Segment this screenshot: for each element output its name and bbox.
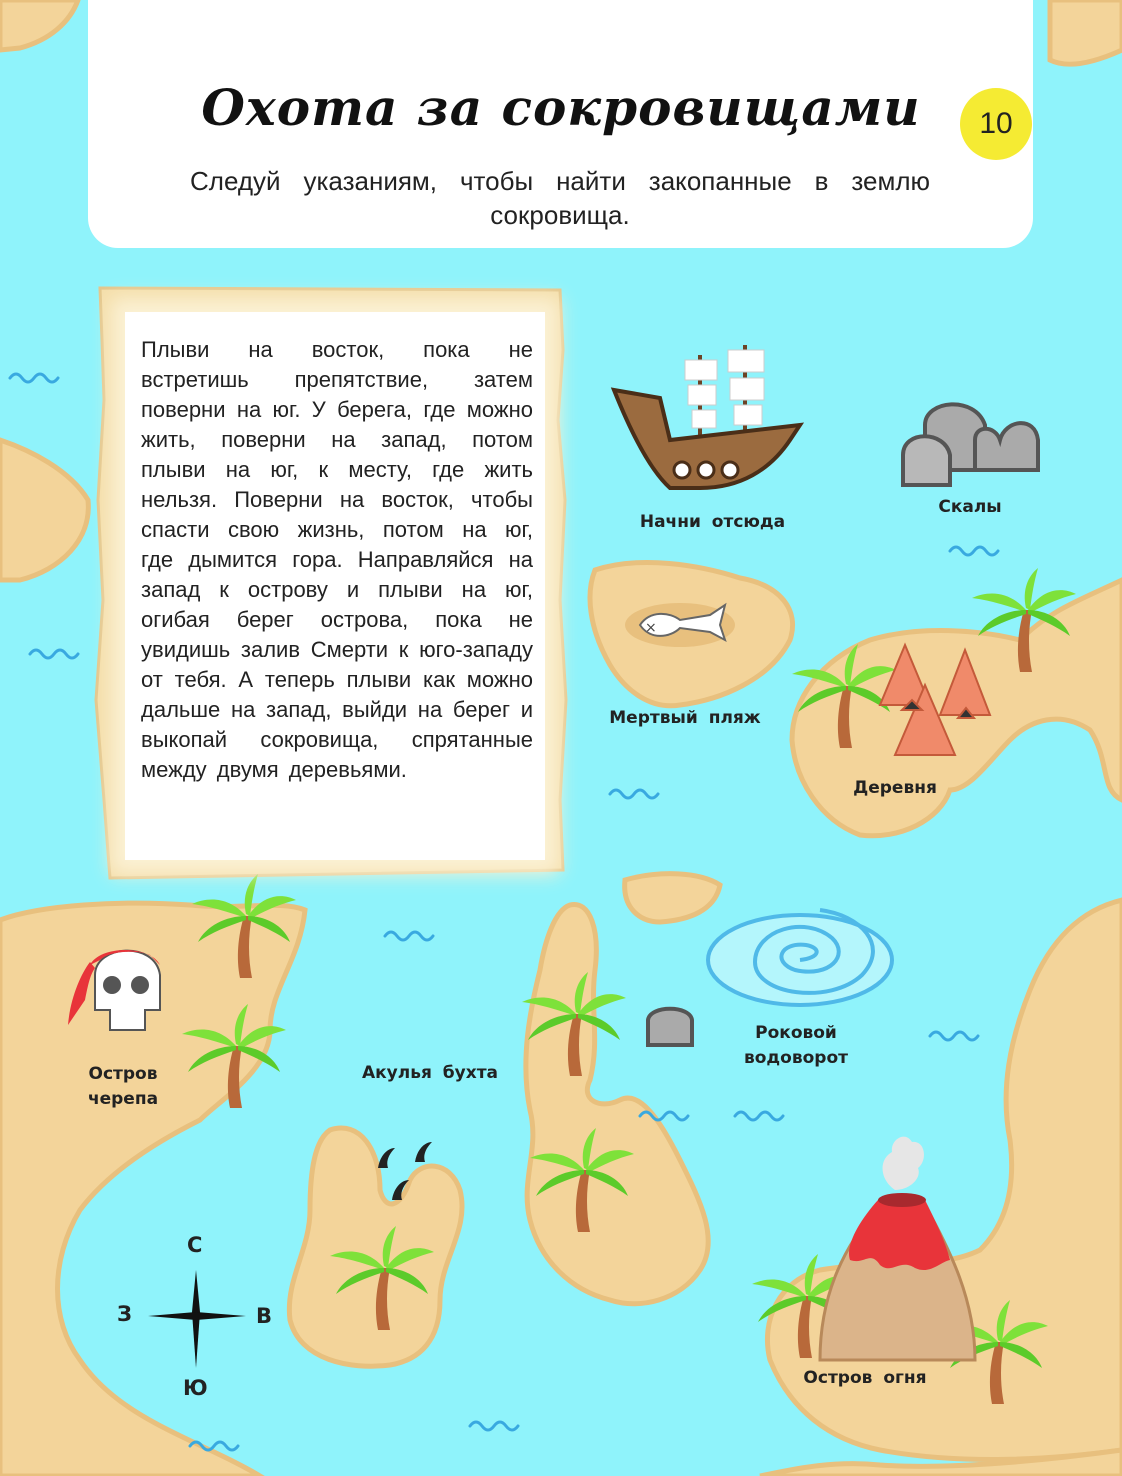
page-number-badge: 10: [960, 88, 1032, 160]
compass-west: З: [117, 1302, 132, 1326]
rock-icon: [648, 1009, 692, 1045]
pirate-ship-icon: [614, 345, 800, 488]
page-title: Охота за сокровищами: [201, 78, 921, 137]
svg-text:×: ×: [645, 620, 657, 636]
label-whirlpool: Роковой водоворот: [744, 1023, 848, 1068]
compass-south: Ю: [183, 1376, 208, 1400]
compass-north: С: [187, 1233, 203, 1257]
rocks-icon: [903, 404, 1038, 485]
label-skull-island: Остров черепа: [87, 1064, 159, 1109]
page-subtitle: Следуй указаниям, чтобы найти закопанные в землю сокровища.: [190, 166, 930, 230]
label-fire-island: Остров огня: [803, 1368, 927, 1388]
fish-skeleton-icon: [625, 603, 735, 647]
label-rocks: Скалы: [938, 497, 1002, 517]
whirlpool-icon: [708, 910, 892, 1005]
label-village: Деревня: [853, 778, 937, 798]
volcano-icon: [820, 1137, 975, 1360]
instructions-text: Плыви на восток, пока не встретишь препятствие, затем поверни на юг. У берега, где можно жить, поверни на запад, потом плыви на юг, к месту, где жить нельзя. Поверни на восток, чтобы спасти свою жизнь, потом на юг, где дымится гора. Направляйся на запад к острову и плыви на юг, огибая берег острова, пока не увидишь залив Смерти к юго-западу от тебя. А теперь плыви как можно дальше на запад, выйди на берег и выкопай сокровища, спрятанные между двумя деревьями.: [141, 337, 533, 782]
label-shark-bay: Акулья бухта: [361, 1063, 499, 1083]
compass-rose-icon: [148, 1270, 246, 1368]
label-start: Начни отсюда: [639, 512, 786, 532]
label-dead-beach: Мертвый пляж: [609, 708, 761, 728]
compass-east: В: [256, 1304, 273, 1328]
